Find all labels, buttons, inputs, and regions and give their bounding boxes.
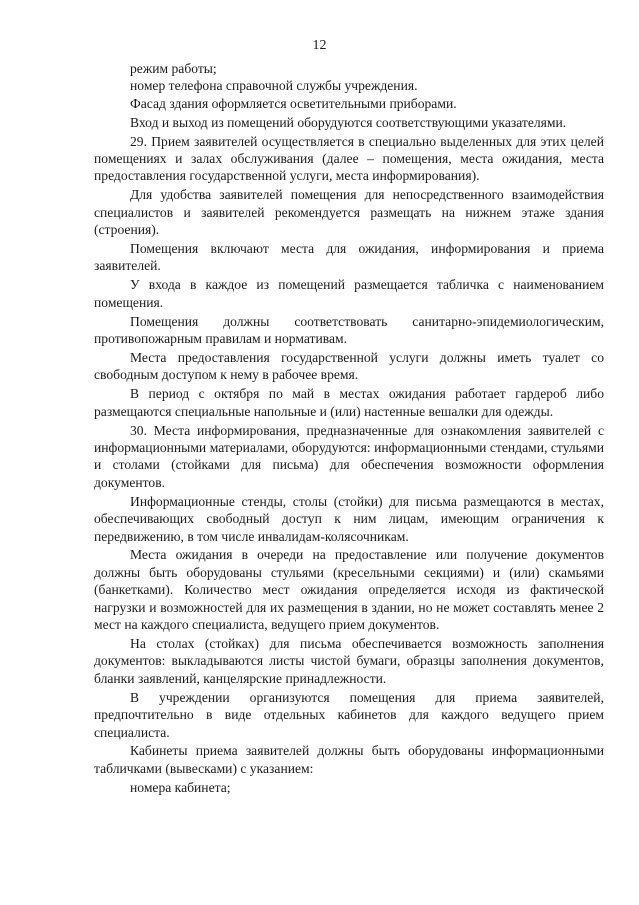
paragraph-reception-rooms: В учреждении организуются помещения для приема заявителей, предпочтительно в виде отдельных кабинетов для каждого ведущего прием специалиста.: [94, 689, 604, 740]
paragraph-30: 30. Места информирования, предназначенные для ознакомления заявителей с информационными материалами, оборудуются: информационными стендами, стульями и столами (стойками для письма) для обеспечения возможности оформления документов.: [94, 422, 604, 490]
document-body: [94, 60, 604, 796]
paragraph-info-stands: Информационные стенды, столы (стойки) для письма размещаются в местах, обеспечивающих свободный доступ к ним лицам, имеющим ограничения к передвижению, в том числе инвалидам-колясочникам.: [94, 493, 604, 544]
paragraph-cloakroom: В период с октября по май в местах ожидания работает гардероб либо размещаются специальные напольные и (или) настенные вешалки для одежды.: [94, 386, 604, 419]
list-item-work-hours: режим работы;: [130, 61, 217, 76]
page-number: 12: [312, 38, 327, 53]
paragraph-waiting-places: Места ожидания в очереди на предоставление или получение документов должны быть оборудованы стульями (кресельными секциями) и (или) скамьями (банкетками). Количество мест ожидания определяется исходя из фактической нагрузки и возможностей для их размещения в здании, но не может составлять менее 2 мест на каждого специалиста, ведущего прием документов.: [94, 547, 604, 633]
list-item-phone: номер телефона справочной службы учреждения.: [130, 78, 418, 94]
paragraph-facade: Фасад здания оформляется осветительными приборами.: [130, 95, 457, 111]
list-item-cabinet-number: номера кабинета;: [130, 779, 231, 795]
paragraph-writing-tables: На столах (стойках) для письма обеспечивается возможность заполнения документов: выкладываются листы чистой бумаги, образцы заполнения документов, бланки заявлений, канцелярские принадлежности.: [94, 636, 604, 686]
paragraph-ground-floor: Для удобства заявителей помещения для непосредственного взаимодействия специалистов и заявителей рекомендуется размещать на нижнем этаже здания (строения).: [94, 187, 604, 238]
paragraph-toilet: Места предоставления государственной услуги должны иметь туалет со свободным доступом к нему в рабочее время.: [94, 350, 604, 383]
paragraph-rooms-include: Помещения включают места для ожидания, информирования и приема заявителей.: [94, 241, 604, 274]
paragraph-cabinet-signs: Кабинеты приема заявителей должны быть оборудованы информационными табличками (вывесками) с указанием:: [94, 743, 604, 776]
paragraph-sanitary: Помещения должны соответствовать санитарно-эпидемиологическим, противопожарным правилам и нормативам.: [94, 313, 604, 347]
paragraph-entrance-exit: Вход и выход из помещений оборудуются соответствующими указателями.: [130, 114, 567, 130]
paragraph-29: 29. Прием заявителей осуществляется в специально выделенных для этих целей помещениях и залах обслуживания (далее – помещения, места ожидания, места предоставления государственной услуги, места информирования).: [94, 133, 604, 184]
paragraph-entrance-sign: У входа в каждое из помещений размещается табличка с наименованием помещения.: [94, 277, 604, 310]
